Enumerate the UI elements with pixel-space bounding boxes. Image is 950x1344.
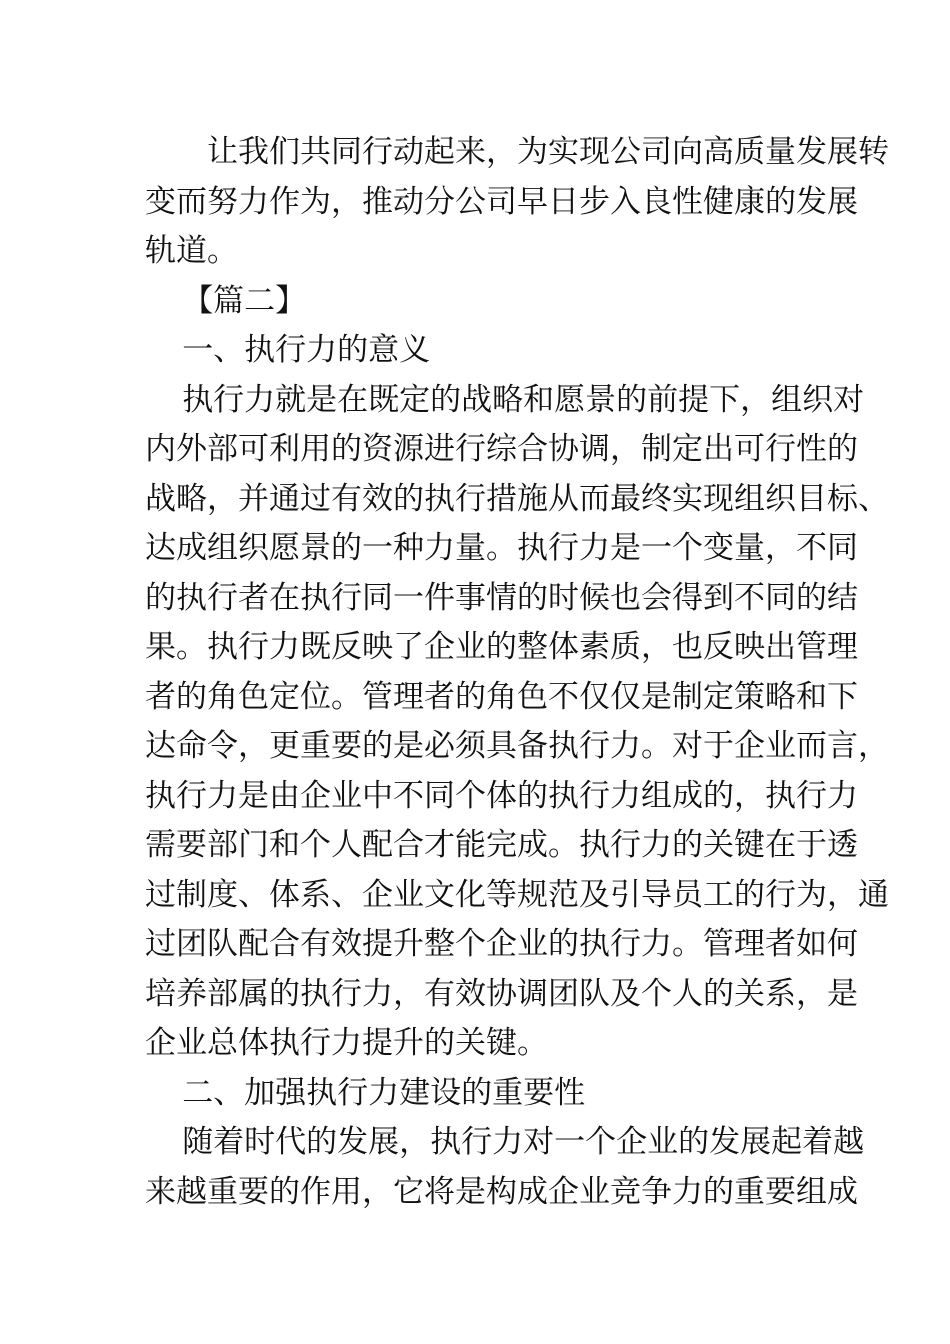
text-line: 过制度、体系、企业文化等规范及引导员工的行为，通 [145,876,889,913]
text-line: 变而努力作为，推动分公司早日步入良性健康的发展 [145,183,858,220]
document-body [145,128,889,1217]
text-line: 需要部门和个人配合才能完成。执行力的关键在于透 [145,827,858,863]
text-line: 的执行者在执行同一件事情的时候也会得到不同的结 [145,579,858,616]
text-line: 【篇二】 [182,282,307,319]
text-line: 战略，并通过有效的执行措施从而最终实现组织目标、 [145,480,889,517]
text-line: 随着时代的发展，执行力对一个企业的发展起着越 [182,1124,865,1160]
text-line: 一、执行力的意义 [182,332,431,368]
text-line: 二、加强执行力建设的重要性 [182,1074,586,1111]
section-heading-part-two [145,277,810,327]
text-line: 达命令，更重要的是必须具备执行力。对于企业而言， [145,728,889,764]
paragraph-execution-importance [145,1118,865,1217]
heading-importance-of-execution [145,1069,810,1119]
text-line: 轨道。 [145,233,238,269]
paragraph-execution-definition [145,376,889,1069]
text-line: 者的角色定位。管理者的角色不仅仅是制定策略和下 [145,678,858,715]
text-line: 过团队配合有效提升整个企业的执行力。管理者如何 [145,926,858,962]
text-line: 让我们共同行动起来，为实现公司向高质量发展转 [207,134,889,170]
text-line: 培养部属的执行力，有效协调团队及个人的关系，是 [145,975,858,1012]
text-line: 来越重要的作用，它将是构成企业竞争力的重要组成 [145,1173,858,1210]
text-line: 企业总体执行力提升的关键。 [145,1025,548,1061]
text-line: 执行力就是在既定的战略和愿景的前提下，组织对 [182,381,865,418]
text-line: 果。执行力既反映了企业的整体素质，也反映出管理 [145,629,858,665]
paragraph-closing-call [145,128,889,277]
text-line: 内外部可利用的资源进行综合协调，制定出可行性的 [145,431,858,467]
text-line: 达成组织愿景的一种力量。执行力是一个变量，不同 [145,530,858,566]
text-line: 执行力是由企业中不同个体的执行力组成的，执行力 [145,777,858,814]
heading-meaning-of-execution [145,326,810,376]
